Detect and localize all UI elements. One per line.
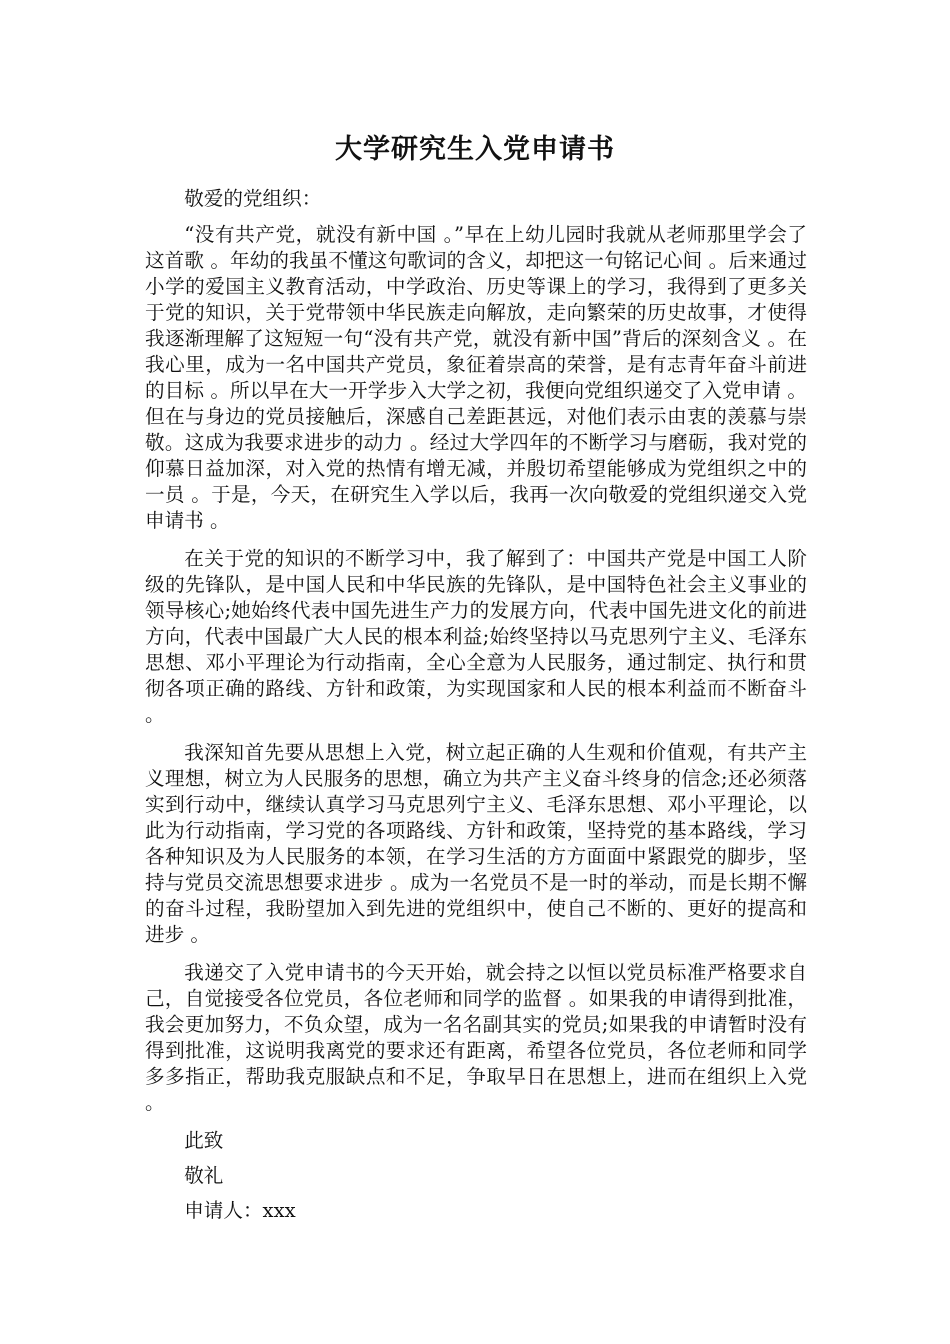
signature: 申请人：xxx bbox=[184, 1199, 296, 1222]
salutation: 敬爱的党组织： bbox=[184, 187, 322, 210]
body-paragraph-4: 我递交了入党申请书的今天开始，就会持之以恒以党员标准严格要求自己，自觉接受各位党员，各位老师和同学的监督 。如果我的申请得到批准，我会更加努力，不负众望，成为一名名副其实的党员;如果我的申请暂时没有得到批准，这说明我离党的要求还有距离，希望各位党员，各位老师和同学多多指正，帮助我克服缺点和不足，争取早日在思想上，进而在组织上入党 。 bbox=[145, 961, 807, 1114]
body-paragraph-2: 在关于党的知识的不断学习中，我了解到了：中国共产党是中国工人阶级的先锋队，是中国人民和中华民族的先锋队，是中国特色社会主义事业的领导核心;她始终代表中国先进生产力的发展方向，代表中国先进文化的前进方向，代表中国最广大人民的根本利益;始终坚持以马克思列宁主义、毛泽东思想、邓小平理论为行动指南，全心全意为人民服务，通过制定、执行和贯彻各项正确的路线、方针和政策，为实现国家和人民的根本利益而不断奋斗 。 bbox=[145, 547, 807, 726]
closing-cizhi: 此致 bbox=[184, 1129, 224, 1152]
body-paragraph-3: 我深知首先要从思想上入党，树立起正确的人生观和价值观，有共产主义理想，树立为人民服务的思想，确立为共产主义奋斗终身的信念;还必须落实到行动中，继续认真学习马克思列宁主义、毛泽东思想、邓小平理论，以此为行动指南，学习党的各项路线、方针和政策，坚持党的基本路线，学习各种知识及为人民服务的本领，在学习生活的方方面面中紧跟党的脚步，坚持与党员交流思想要求进步 。成为一名党员不是一时的举动，而是长期不懈的奋斗过程，我盼望加入到先进的党组织中，使自己不断的、更好的提高和进步 。 bbox=[145, 741, 807, 946]
document-body bbox=[145, 186, 807, 1233]
closing-jingli: 敬礼 bbox=[184, 1164, 224, 1187]
page-title: 大学研究生入党申请书 bbox=[335, 134, 615, 165]
body-paragraph-1: “没有共产党，就没有新中国 。”早在上幼儿园时我就从老师那里学会了这首歌 。年幼的我虽不懂这句歌词的含义，却把这一句铭记心间 。后来通过小学的爱国主义教育活动，中学政治、历史等课上的学习，我得到了更多关于党的知识，关于党带领中华民族走向解放，走向繁荣的历史故事，才使得我逐渐理解了这短短一句“没有共产党，就没有新中国”背后的深刻含义 。在我心里，成为一名中国共产党员，象征着崇高的荣誉，是有志青年奋斗前进的目标 。所以早在大一开学步入大学之初，我便向党组织递交了入党申请 。但在与身边的党员接触后，深感自己差距甚远，对他们表示由衷的羡慕与崇敬。这成为我要求进步的动力 。经过大学四年的不断学习与磨砺，我对党的仰慕日益加深，对入党的热情有增无减，并殷切希望能够成为党组织之中的一员 。于是，今天，在研究生入学以后，我再一次向敬爱的党组织递交入党申请书 。 bbox=[145, 223, 807, 532]
